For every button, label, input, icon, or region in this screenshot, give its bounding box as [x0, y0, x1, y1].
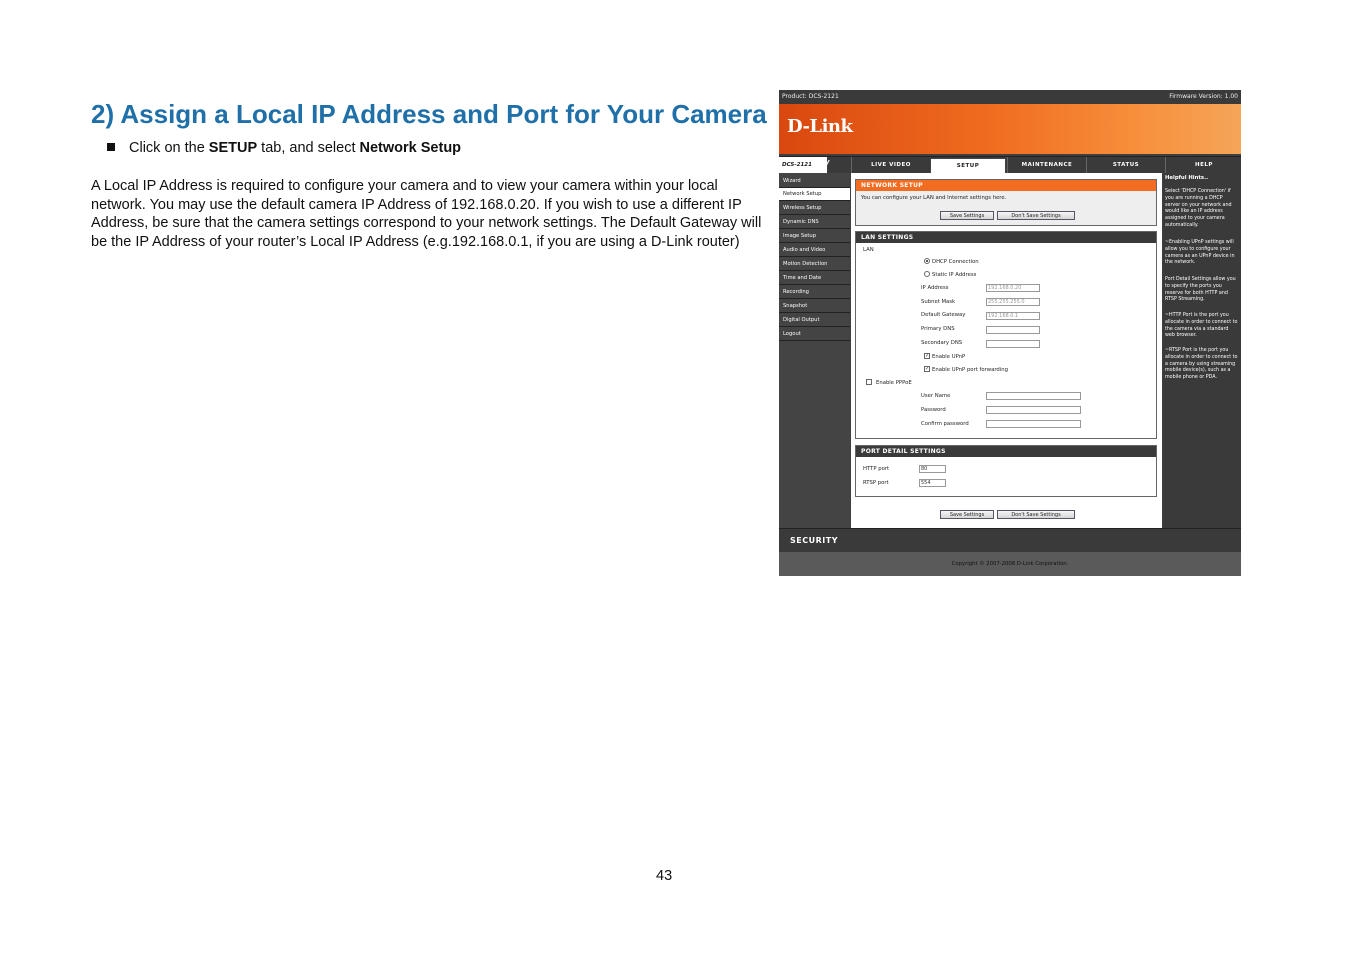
- bullet-text-mid: tab, and select: [257, 140, 360, 156]
- page-number: 43: [656, 868, 673, 884]
- product-bar: [779, 90, 1241, 104]
- tab-maintenance[interactable]: MAINTENANCE: [1007, 157, 1086, 173]
- menu-logout[interactable]: Logout: [779, 328, 850, 341]
- subnet-mask-field[interactable]: 255.255.255.0: [986, 298, 1040, 306]
- lan-label: LAN: [863, 247, 874, 253]
- password-label: Password: [921, 407, 946, 413]
- page-title: 2) Assign a Local IP Address and Port for Your Camera: [91, 99, 767, 129]
- network-setup-section: [855, 179, 1157, 226]
- username-field[interactable]: [986, 392, 1081, 400]
- port-detail-section: [855, 445, 1157, 497]
- tab-status[interactable]: STATUS: [1086, 157, 1165, 173]
- help-hint-upnp: ~Enabling UPnP settings will allow you to configure your camera as an UPnP device in the network.: [1165, 240, 1235, 266]
- dont-save-button-top[interactable]: Don't Save Settings: [997, 211, 1075, 220]
- dhcp-radio[interactable]: [924, 258, 930, 264]
- ip-address-label: IP Address: [921, 285, 949, 291]
- tab-help[interactable]: HELP: [1165, 157, 1241, 173]
- security-logo: SECURITY: [790, 536, 838, 545]
- help-hint-rtsp: ~RTSP Port is the port you allocate in order to connect to a camera by using streaming mobile device(s), such as a mobile phone or PDA.: [1165, 348, 1238, 381]
- setup-sidebar: [779, 173, 850, 528]
- firmware-label: Firmware Version: 1.00: [1169, 93, 1238, 100]
- menu-time-date[interactable]: Time and Date: [779, 272, 850, 285]
- save-settings-button-bottom[interactable]: Save Settings: [940, 510, 994, 519]
- secondary-dns-label: Secondary DNS: [921, 340, 963, 346]
- upnp-checkbox[interactable]: ✓: [925, 353, 930, 359]
- menu-recording[interactable]: Recording: [779, 286, 850, 299]
- help-hint-http: ~HTTP Port is the port you allocate in order to connect to the camera via a standard web browser.: [1165, 313, 1238, 339]
- static-ip-radio[interactable]: [924, 271, 930, 277]
- upnp-label: Enable UPnP: [932, 354, 966, 360]
- security-footer: [779, 528, 1241, 553]
- primary-dns-field[interactable]: [986, 326, 1040, 334]
- menu-snapshot[interactable]: Snapshot: [779, 300, 850, 313]
- pppoe-label: Enable PPPoE: [876, 380, 912, 386]
- menu-motion-detection[interactable]: Motion Detection: [779, 258, 850, 271]
- gateway-label: Default Gateway: [921, 312, 966, 318]
- bullet-network-text: Network Setup: [359, 140, 462, 156]
- http-port-field[interactable]: 80: [919, 465, 946, 473]
- menu-image-setup[interactable]: Image Setup: [779, 230, 850, 243]
- product-label: Product: DCS-2121: [782, 93, 839, 100]
- save-settings-button-top[interactable]: Save Settings: [940, 211, 994, 220]
- menu-digital-output[interactable]: Digital Output: [779, 314, 850, 327]
- help-hint-dhcp: Select 'DHCP Connection' if you are running a DHCP server on your network and would like an IP address assigned to your camera automatically.: [1165, 189, 1232, 228]
- gateway-field[interactable]: 192.168.0.1: [986, 312, 1040, 320]
- secondary-dns-field[interactable]: [986, 340, 1040, 348]
- menu-dynamic-dns[interactable]: Dynamic DNS: [779, 216, 850, 229]
- body-paragraph: A Local IP Address is required to configure your camera and to view your camera within your local network. You may use the default camera IP Address of 192.168.0.20. If you wish to use a different IP Address, be sure that the camera settings correspond to your network settings. The Default Gateway will be the IP Address of your router’s Local IP Address (e.g.192.168.0.1, if you are using a D-Link router): [91, 178, 762, 250]
- upnp-forwarding-label: Enable UPnP port forwarding: [932, 367, 1008, 373]
- dlink-logo: D-Link: [787, 116, 853, 137]
- menu-wireless-setup[interactable]: Wireless Setup: [779, 202, 850, 215]
- copyright-text: Copyright © 2007-2008 D-Link Corporation.: [951, 561, 1069, 567]
- network-setup-heading: NETWORK SETUP: [856, 180, 1156, 191]
- menu-wizard[interactable]: Wizard: [779, 175, 850, 188]
- model-label: DCS-2121: [779, 157, 827, 173]
- username-label: User Name: [921, 393, 951, 399]
- brand-banner: [779, 104, 1241, 154]
- dhcp-label: DHCP Connection: [932, 259, 979, 265]
- port-detail-heading: PORT DETAIL SETTINGS: [856, 446, 1156, 457]
- subnet-mask-label: Subnet Mask: [921, 299, 956, 305]
- http-port-label: HTTP port: [863, 466, 890, 472]
- tab-live-video[interactable]: LIVE VIDEO: [851, 157, 930, 173]
- rtsp-port-label: RTSP port: [863, 480, 889, 486]
- pppoe-checkbox[interactable]: [866, 379, 872, 385]
- main-nav: [779, 156, 1241, 173]
- static-ip-label: Static IP Address: [932, 272, 977, 278]
- password-field[interactable]: [986, 406, 1081, 414]
- instruction-bullet: [107, 140, 461, 156]
- rtsp-port-field[interactable]: 554: [919, 479, 946, 487]
- dont-save-button-bottom[interactable]: Don't Save Settings: [997, 510, 1075, 519]
- upnp-forwarding-checkbox[interactable]: ✓: [925, 366, 930, 372]
- square-bullet-icon: [107, 143, 115, 151]
- tab-setup[interactable]: SETUP: [930, 158, 1006, 174]
- help-hint-ports: Port Detail Settings allow you to specify the ports you reserve for both HTTP and RTSP Streaming.: [1165, 277, 1236, 303]
- confirm-password-field[interactable]: [986, 420, 1081, 428]
- lan-settings-section: [855, 231, 1157, 439]
- menu-audio-video[interactable]: Audio and Video: [779, 244, 850, 257]
- divider-slash: //: [821, 158, 830, 171]
- dlink-screenshot: [779, 90, 1241, 576]
- setup-content: [851, 173, 1162, 528]
- lan-settings-heading: LAN SETTINGS: [856, 232, 1156, 243]
- help-panel: [1163, 173, 1241, 528]
- network-setup-desc: You can configure your LAN and Internet settings here.: [861, 195, 1007, 201]
- bullet-text-prefix: Click on the: [129, 140, 209, 156]
- bullet-setup-text: SETUP: [208, 140, 258, 156]
- primary-dns-label: Primary DNS: [921, 326, 955, 332]
- ip-address-field[interactable]: 192.168.0.20: [986, 284, 1040, 292]
- menu-network-setup[interactable]: Network Setup: [779, 188, 850, 201]
- confirm-password-label: Confirm password: [921, 421, 969, 427]
- copyright-footer: [779, 552, 1241, 576]
- help-title: Helpful Hints..: [1165, 175, 1209, 181]
